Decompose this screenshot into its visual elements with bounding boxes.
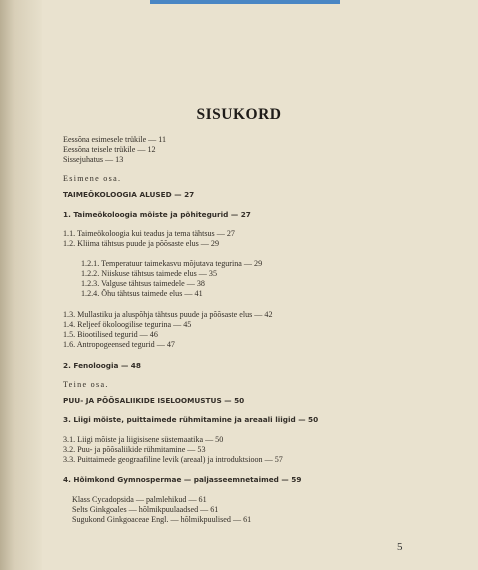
toc-entry: Sugukond Ginkgoaceae Engl. — hõlmikpuulised — 61 <box>72 515 252 524</box>
section-heading: PUU- JA PÕÕSALIIKIDE ISELOOMUSTUS — 50 <box>63 396 245 405</box>
toc-entry: 3.1. Liigi mõiste ja liigisisene süstemaatika — 50 <box>63 435 224 444</box>
toc-entry: 1.1. Taimeökoloogia kui teadus ja tema tähtsus — 27 <box>63 229 235 238</box>
toc-subentry: 1.2.1. Temperatuur taimekasvu mõjutava tegurina — 29 <box>81 259 263 268</box>
toc-entry: 1.2. Kliima tähtsus puude ja põõsaste elus — 29 <box>63 239 220 248</box>
page-number: 5 <box>397 541 403 553</box>
toc-subentry: 1.2.2. Niiskuse tähtsus taimede elus — 35 <box>81 269 218 278</box>
toc-entry: 1.5. Biootilised tegurid — 46 <box>63 330 158 339</box>
toc-entry: Selts Ginkgoales — hõlmikpuulaadsed — 61 <box>72 505 219 514</box>
toc-entry: Klass Cycadopsida — palmlehikud — 61 <box>72 495 207 504</box>
toc-entry: Sissejuhatus — 13 <box>63 155 124 164</box>
toc-entry: 3.3. Puittaimede geograafiline levik (areaal) ja introduktsioon — 57 <box>63 455 283 464</box>
toc-entry: Eessõna teisele trükile — 12 <box>63 145 156 154</box>
toc-subentry: 1.2.3. Valguse tähtsus taimedele — 38 <box>81 279 205 288</box>
section-heading: TAIMEÖKOLOOGIA ALUSED — 27 <box>63 190 195 199</box>
toc-entry: 1.3. Mullastiku ja aluspõhja tähtsus puude ja põõsaste elus — 42 <box>63 310 273 319</box>
chapter-heading: 1. Taimeökoloogia mõiste ja põhitegurid — 27 <box>63 210 251 219</box>
part-heading: Teine osa. <box>63 380 109 389</box>
toc-entry: Eessõna esimesele trükile — 11 <box>63 135 167 144</box>
chapter-heading: 2. Fenoloogia — 48 <box>63 361 141 370</box>
chapter-heading: 4. Hõimkond Gymnospermae — paljasseemnetaimed — 59 <box>63 475 302 484</box>
toc-entry: 1.6. Antropogeensed tegurid — 47 <box>63 340 175 349</box>
toc-entry: 1.4. Reljeef ökoloogilise tegurina — 45 <box>63 320 192 329</box>
page-title: SISUKORD <box>196 106 282 123</box>
chapter-heading: 3. Liigi mõiste, puittaimede rühmitamine ja areaali liigid — 50 <box>63 415 319 424</box>
toc-entry: 3.2. Puu- ja põõsaliikide rühmitamine — 53 <box>63 445 206 454</box>
toc-subentry: 1.2.4. Õhu tähtsus taimede elus — 41 <box>81 289 203 298</box>
part-heading: Esimene osa. <box>63 174 122 183</box>
